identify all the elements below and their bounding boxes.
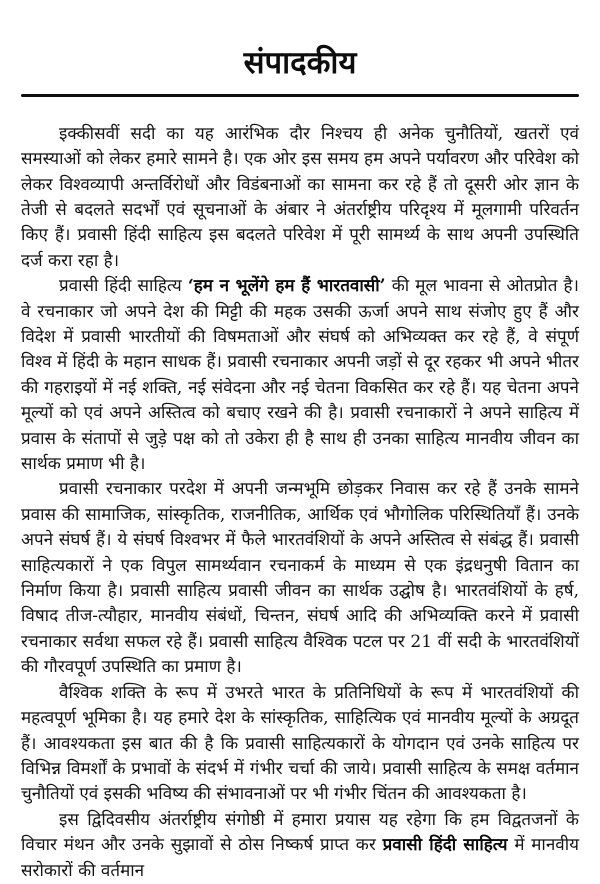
- text-run: प्रवासी रचनाकार परदेश में अपनी जन्मभूमि छोड़कर निवास कर रहे हैं उनके सामने प्रवास की सामाजिक, सांस्कृतिक, राजनीतिक, आर्थिक एवं भौगोलिक परिस्थितियाँ हैं। उनके अपने संघर्ष हैं। ये संघर्ष विश्वभर में फैले भारतवंशियों के अपने अस्तित्व से संबंद्ध हैं। प्रवासी साहित्यकारों ने एक विपुल सामर्थ्यवान रचनाकर्म के माध्यम से एक इंद्रधनुषी वितान का निर्माण किया है। प्रवासी साहित्य प्रवासी जीवन का सार्थक उद्घोष है। भारतवंशियों के हर्ष, विषाद तीज-त्यौहार, मानवीय संबंधों, चिन्तन, संघर्ष आदि की अभिव्यक्ति करने में प्रवासी रचनाकार सर्वथा सफल रहे हैं। प्रवासी साहित्य वैश्विक पटल पर 21 वीं सदी के भारतवंशियों की गौरवपूर्ण उपस्थिति का प्रमाण है।: [21, 479, 579, 678]
- text-run: वैश्विक शक्ति के रूप में उभरते भारत के प्रतिनिधियों के रूप में भारतवंशियों की महत्वपूर्ण भूमिका है। यह हमारे देश के सांस्कृतिक, साहित्यिक एवं मानवीय मूल्यों के अग्रदूत हैं। आवश्यकता इस बात की है कि प्रवासी साहित्यकारों के योगदान एवं उनके साहित्य पर विभिन्न विमर्शों के प्रभावों के संदर्भ में गंभीर चर्चा की जाये। प्रवासी साहित्य के समक्ष वर्तमान चुनौतियों एवं इसकी भविष्य की संभावनाओं पर भी गंभीर चिंतन की आवश्यकता है।: [21, 682, 579, 805]
- text-run: की मूल भावना से ओतप्रोत है। वे रचनाकार जो अपने देश की मिट्टी की महक उसकी ऊर्जा अपने साथ संजोए हुए हैं और विदेश में प्रवासी भारतीयों की विषमताओं और संघर्ष को अभिव्यक्त कर रहे हैं, वे संपूर्ण विश्व में हिंदी के महान साधक हैं। प्रवासी रचनाकार अपनी जड़ों से दूर रहकर भी अपने भीतर की गहराइयों में नई शक्ति, नई संवेदना और नई चेतना विकसित कर रहे हैं। यह चेतना अपने मूल्यों को एवं अपने अस्तित्व को बचाए रखने की है। प्रवासी रचनाकारों ने अपने साहित्य में प्रवास के संतापों से जुड़े पक्ष को तो उकेरा ही है साथ ही उनका साहित्य मानवीय जीवन का सार्थक प्रमाण भी है।: [21, 276, 579, 475]
- body-text: [21, 122, 579, 884]
- page-title: संपादकीय: [243, 45, 357, 81]
- paragraph: [21, 274, 579, 477]
- bold-phrase: ‘हम न भूलेंगे हम हैं भारतवासी’: [187, 276, 386, 297]
- paragraph: [21, 681, 579, 808]
- paragraph: [21, 122, 579, 274]
- paragraph: [21, 808, 579, 884]
- title-divider-rule: [21, 94, 579, 97]
- text-run: इक्कीसवीं सदी का यह आरंभिक दौर निश्चय ही अनेक चुनौतियों, खतरों एवं समस्याओं को लेकर हमारे सामने है। एक ओर इस समय हम अपने पर्यावरण और परिवेश को लेकर विश्वव्यापी अन्तर्विरोधों और विडंबनाओं का सामना कर रहे हैं तो दूसरी ओर ज्ञान के तेजी से बदलते सदर्भों एवं सूचनाओं के अंबार ने अंतर्राष्ट्रीय परिदृश्य में मूलगामी परिवर्तन किए हैं। प्रवासी हिंदी साहित्य इस बदलते परिवेश में पूरी सामर्थ्य के साथ अपनी उपस्थिति दर्ज करा रहा है।: [21, 123, 579, 271]
- text-run: में मानवीय सरोकारों की वर्तमान: [21, 835, 579, 881]
- paragraph: [21, 477, 579, 680]
- text-run: प्रवासी हिंदी साहित्य: [59, 276, 188, 297]
- text-run: इस द्विदिवसीय अंतर्राष्ट्रीय संगोष्ठी में हमारा प्रयास यह रहेगा कि हम विद्वतजनों के विचार मंथन और उनके सुझावों से ठोस निष्कर्ष प्राप्त कर: [21, 809, 579, 856]
- bold-phrase: प्रवासी हिंदी साहित्य: [382, 835, 508, 856]
